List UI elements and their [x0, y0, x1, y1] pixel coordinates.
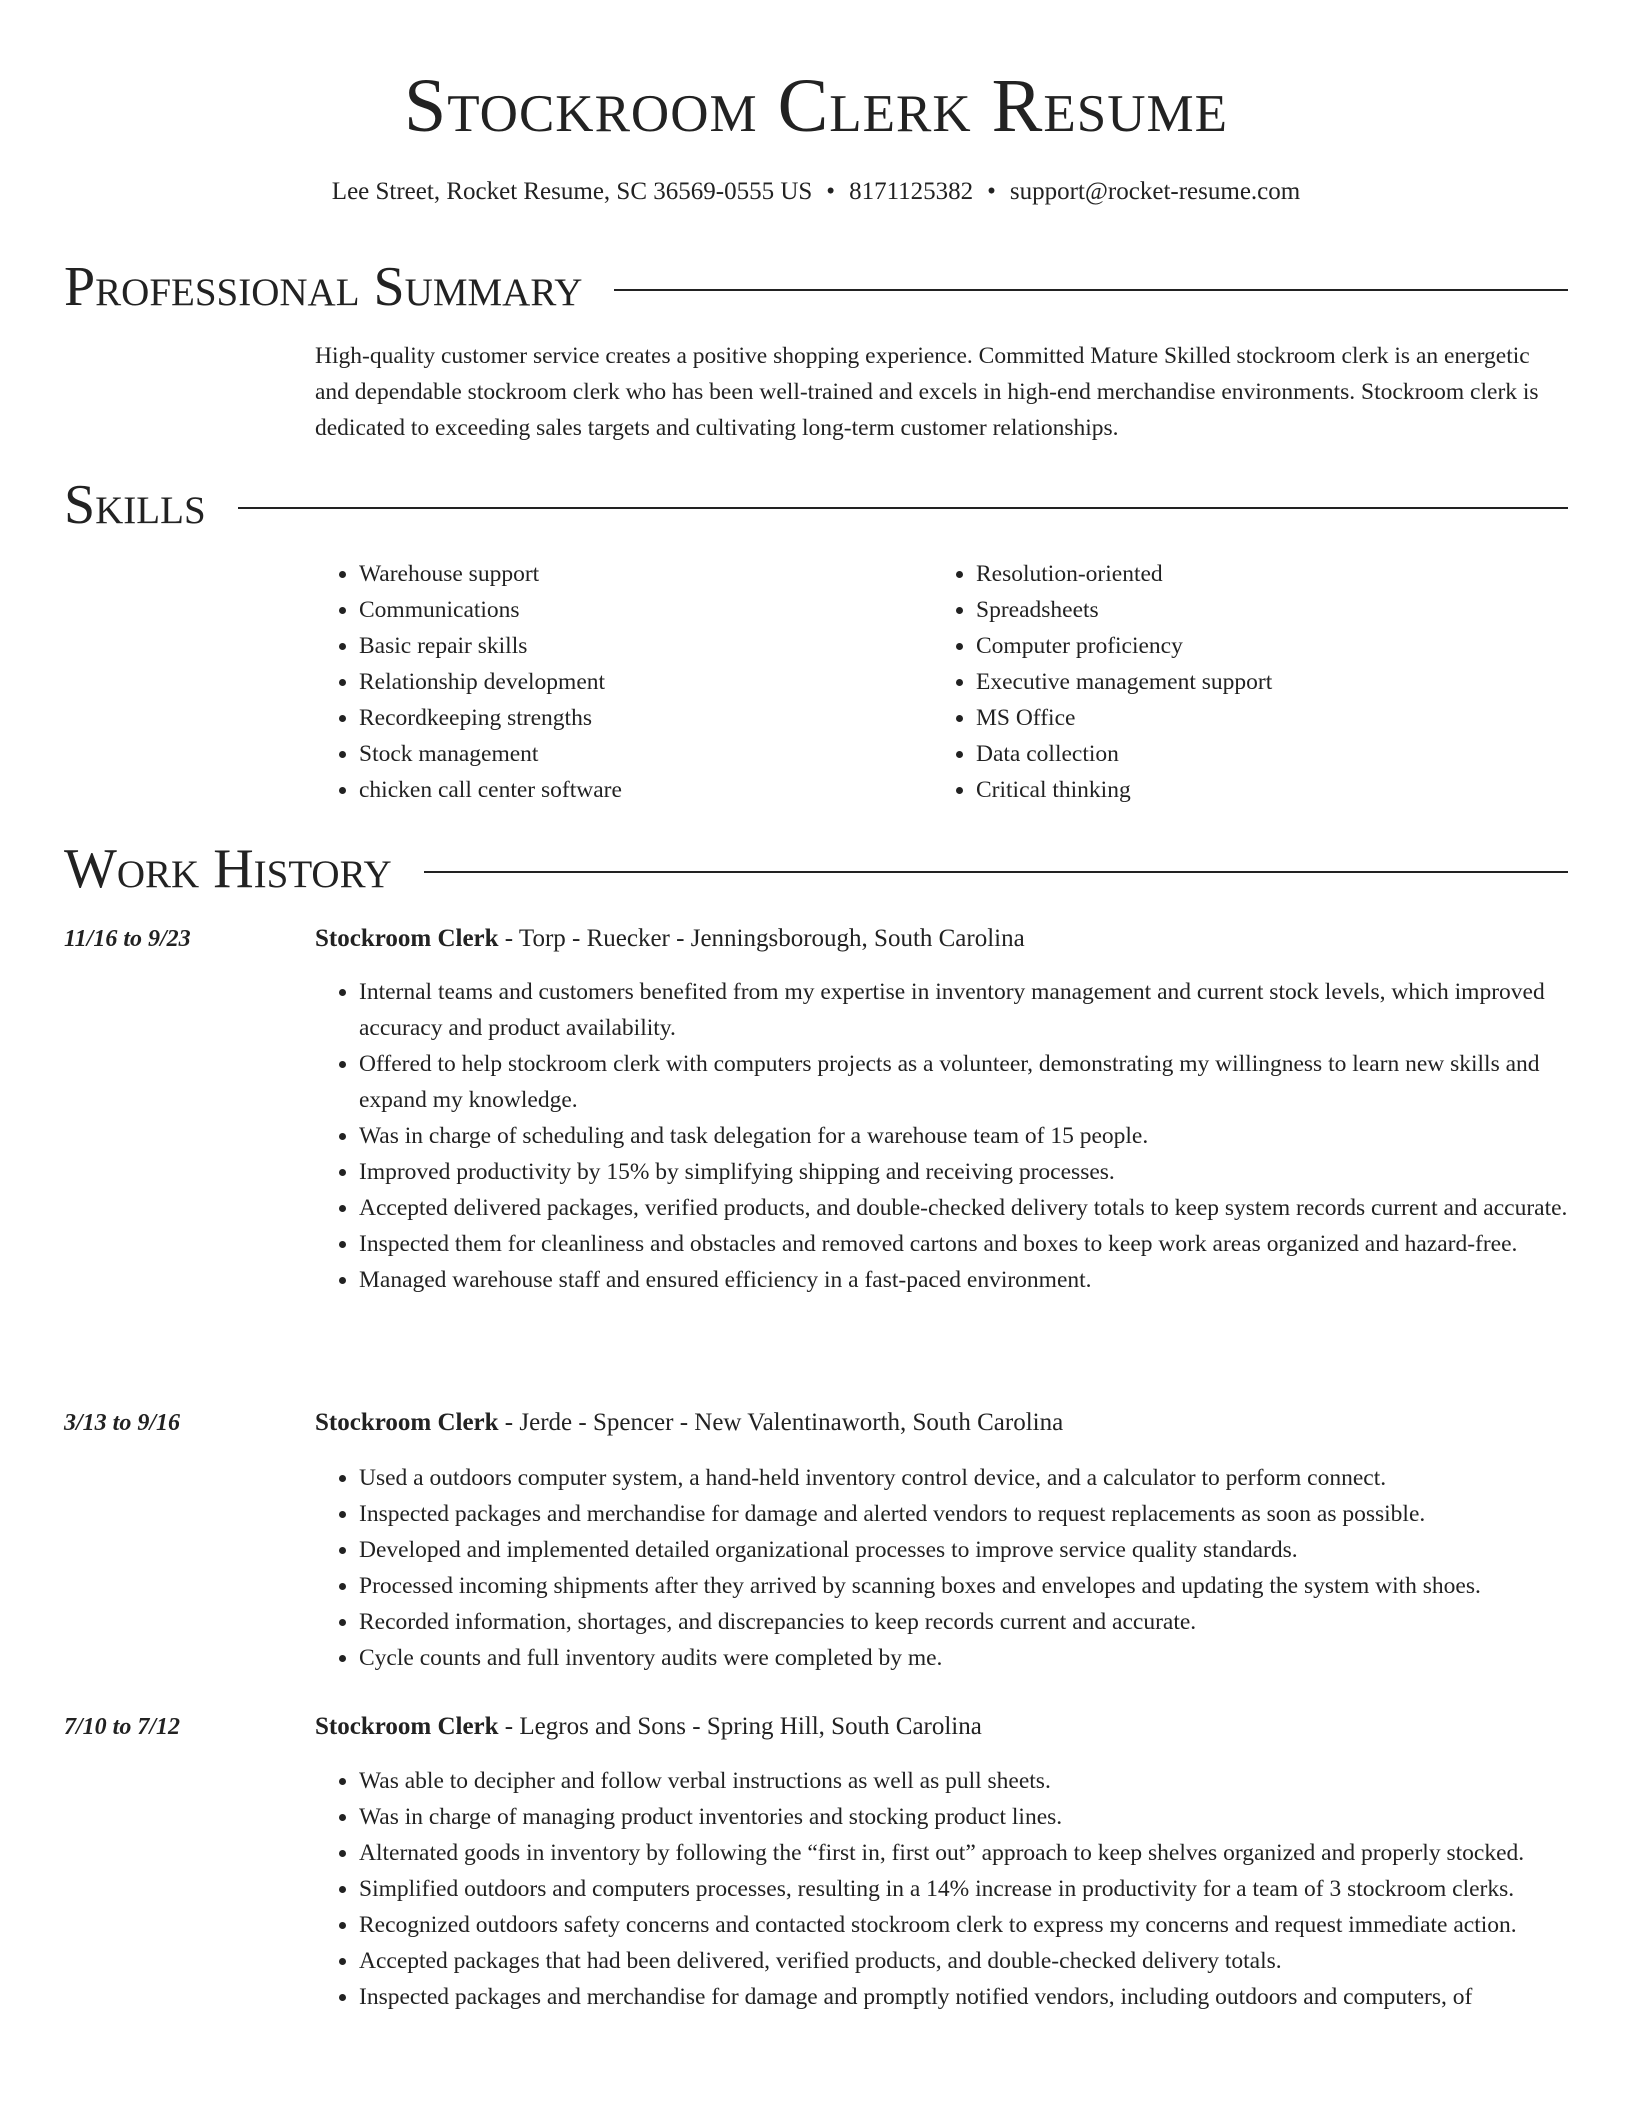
- job-title: Stockroom Clerk: [315, 1409, 499, 1436]
- skill-item: • Communications: [359, 592, 919, 628]
- job-bullet: • Was in charge of scheduling and task delegation for a warehouse team of 15 people.: [359, 1118, 1568, 1154]
- job-bullets: [315, 974, 1568, 1298]
- job-heading: [315, 921, 1025, 957]
- job-heading: [315, 1405, 1063, 1441]
- job-bullet: • Cycle counts and full inventory audits were completed by me.: [359, 1640, 1568, 1676]
- skill-item: • Basic repair skills: [359, 628, 919, 664]
- resume-title: Stockroom Clerk Resume: [404, 64, 1228, 148]
- job-heading: [315, 1709, 982, 1745]
- job-details: - Legros and Sons - Spring Hill, South Carolina: [498, 1713, 982, 1740]
- contact-email[interactable]: support@rocket-resume.com: [1009, 178, 1301, 205]
- job-bullet: • Processed incoming shipments after they arrived by scanning boxes and envelopes and updating the system with shoes.: [359, 1568, 1568, 1604]
- job-bullet: • Accepted delivered packages, verified products, and double-checked delivery totals to keep system records current and accurate.: [359, 1190, 1568, 1226]
- skill-item: • Critical thinking: [976, 772, 1576, 808]
- skill-item: • Recordkeeping strengths: [359, 700, 919, 736]
- job-bullet: • Alternated goods in inventory by following the “first in, first out” approach to keep shelves organized and properly stocked.: [359, 1835, 1568, 1871]
- job-bullet: • Developed and implemented detailed organizational processes to improve service quality standards.: [359, 1532, 1568, 1568]
- contact-line: [0, 174, 1632, 210]
- job-bullet: • Inspected packages and merchandise for damage and alerted vendors to request replacements as soon as possible.: [359, 1496, 1568, 1532]
- contact-address: Lee Street, Rocket Resume, SC 36569-0555 US: [331, 178, 813, 205]
- job-title: Stockroom Clerk: [315, 1713, 499, 1740]
- section-rule: [424, 871, 1568, 873]
- job-bullet: • Inspected them for cleanliness and obstacles and removed cartons and boxes to keep work areas organized and hazard-free.: [359, 1226, 1568, 1262]
- section-rule: [238, 507, 1568, 509]
- summary-section-header: [64, 255, 1568, 319]
- job-bullet: • Managed warehouse staff and ensured efficiency in a fast-paced environment.: [359, 1262, 1568, 1298]
- job-bullet: • Recorded information, shortages, and discrepancies to keep records current and accurate.: [359, 1604, 1568, 1640]
- job-title: Stockroom Clerk: [315, 925, 499, 952]
- job-bullets: [315, 1763, 1568, 2015]
- job-date: 7/10 to 7/12: [64, 1714, 181, 1740]
- summary-text: High-quality customer service creates a positive shopping experience. Committed Mature Skilled stockroom clerk is an energetic and dependable stockroom clerk who has been well-trained and excels in high-end merchandise environments. Stockroom clerk is dedicated to exceeding sales targets and cultivating long-term customer relationships.: [315, 343, 1539, 441]
- skill-item: • Relationship development: [359, 664, 919, 700]
- job-bullet: • Recognized outdoors safety concerns and contacted stockroom clerk to express my concerns and request immediate action.: [359, 1907, 1568, 1943]
- job-details: - Torp - Ruecker - Jenningsborough, South Carolina: [498, 925, 1025, 952]
- job-bullet: • Accepted packages that had been delivered, verified products, and double-checked delivery totals.: [359, 1943, 1568, 1979]
- job-bullet: • Used a outdoors computer system, a hand-held inventory control device, and a calculator to perform connect.: [359, 1460, 1568, 1496]
- skills-list-right: [932, 556, 1576, 808]
- skill-item: • Executive management support: [976, 664, 1576, 700]
- summary-heading: Professional Summary: [64, 256, 583, 318]
- job-bullet: • Improved productivity by 15% by simplifying shipping and receiving processes.: [359, 1154, 1568, 1190]
- skill-item: • Data collection: [976, 736, 1576, 772]
- job-date: 11/16 to 9/23: [64, 926, 191, 952]
- skill-item: • chicken call center software: [359, 772, 919, 808]
- job-details: - Jerde - Spencer - New Valentinaworth, South Carolina: [498, 1409, 1064, 1436]
- skills-list-left: [315, 556, 919, 808]
- contact-separator: •: [826, 178, 836, 205]
- work-section-header: [64, 837, 1568, 901]
- section-rule: [614, 289, 1568, 291]
- job-bullet: • Offered to help stockroom clerk with computers projects as a volunteer, demonstrating my willingness to learn new skills and expand my knowledge.: [359, 1046, 1568, 1118]
- job-bullet: • Inspected packages and merchandise for damage and promptly notified vendors, including outdoors and computers, of: [359, 1979, 1568, 2015]
- job-bullet: • Internal teams and customers benefited from my expertise in inventory management and current stock levels, which improved accuracy and product availability.: [359, 974, 1568, 1046]
- skill-item: • Stock management: [359, 736, 919, 772]
- contact-phone: 8171125382: [849, 178, 974, 205]
- skill-item: • Resolution-oriented: [976, 556, 1576, 592]
- job-date: 3/13 to 9/16: [64, 1410, 181, 1436]
- job-bullets: [315, 1460, 1568, 1676]
- skill-item: • Warehouse support: [359, 556, 919, 592]
- job-bullet: • Was able to decipher and follow verbal instructions as well as pull sheets.: [359, 1763, 1568, 1799]
- skill-item: • Spreadsheets: [976, 592, 1576, 628]
- job-bullet: • Simplified outdoors and computers processes, resulting in a 14% increase in productivity for a team of 3 stockroom clerks.: [359, 1871, 1568, 1907]
- job-bullet: • Was in charge of managing product inventories and stocking product lines.: [359, 1799, 1568, 1835]
- skill-item: • Computer proficiency: [976, 628, 1576, 664]
- skills-heading: Skills: [64, 474, 206, 536]
- contact-separator: •: [987, 178, 996, 205]
- skill-item: • MS Office: [976, 700, 1576, 736]
- skills-section-header: [64, 473, 1568, 537]
- work-heading: Work History: [64, 838, 392, 900]
